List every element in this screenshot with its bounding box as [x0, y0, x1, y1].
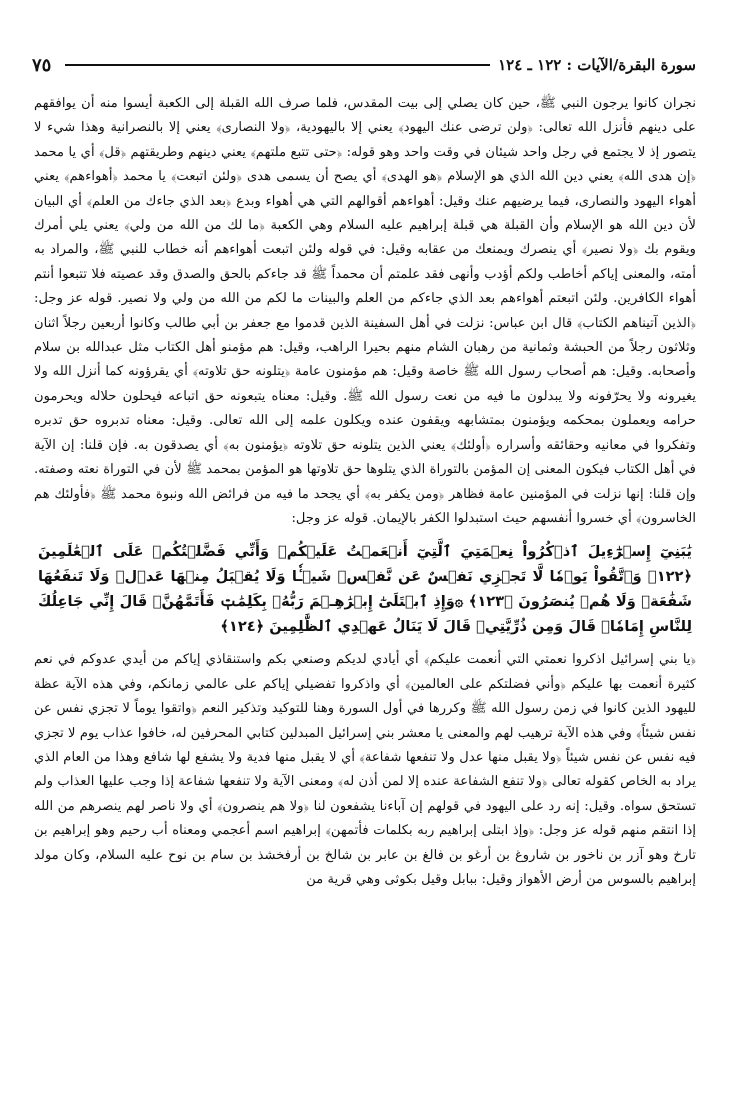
commentary-paragraph: نجران كانوا يرجون النبي ﷺ، حين كان يصلي إلى بيت المقدس، فلما صرف الله القبلة إلى الكعبة أيسوا منه أن يوافقهم على دينهم فأنزل الله تعالى: ﴿ولن ترضى عنك اليهود﴾ يعني إلا باليهودية، ﴿ولا النصارى﴾ يعني إلا بالنصرانية وهذا شيء لا يتصور إذ لا يجتمع في رجل واحد شيئان في وقت واحد وهو قوله: ﴿حتى تتبع ملتهم﴾ يعني دينهم وطريقتهم ﴿قل﴾ أي يا محمد ﴿إن هدى الله﴾ يعني دين الله الذي هو الإسلام ﴿هو الهدى﴾ أي يصح أن يسمى هدى ﴿ولئن اتبعت﴾ يا محمد ﴿أهواءهم﴾ يعني أهواء اليهود والنصارى، فيما يرضيهم عنك وقيل: أهواءهم أقوالهم التي هي أهواء وبدع ﴿بعد الذي جاءك من العلم﴾ أي البيان لأن دين الله هو الإسلام وأن القبلة هي قبلة إبراهيم عليه السلام وهي الكعبة ﴿ما لك من الله من ولي﴾ يعني يلي أمرك ويقوم بك ﴿ولا نصير﴾ أي ينصرك ويمنعك من عقابه وقيل: في قوله ولئن اتبعت أهواءهم أنه خطاب للنبي ﷺ، والمراد به أمته، والمعنى إياكم أخاطب ولكم أؤدب وأنهى فقد علمتم أن محمداً ﷺ قد جاءكم بالحق والصدق وقد عصيته فلا تتبعوا أنتم أهواء الكافرين. ولئن اتبعتم أهواءهم بعد الذي جاءكم من العلم والبينات ما لكم من الله من ولي ولا نصير. قوله عز وجل: ﴿الذين آتيناهم الكتاب﴾ قال ابن عباس: نزلت في أهل السفينة الذين قدموا مع جعفر بن أبي طالب وكانوا أربعين رجلاً اثنان وثلاثون رجلاً من الحبشة وثمانية من رهبان الشام منهم بحيرا الراهب، وقيل: هم مؤمنو أهل الكتاب مثل عبدالله بن سلام وأصحابه. وقيل: هم أصحاب رسول الله ﷺ خاصة وقيل: هم مؤمنون عامة ﴿يتلونه حق تلاوته﴾ أي يقرؤونه كما أنزل الله ولا يغيرونه ولا يحرّفونه ولا يبدلون ما فيه من نعت رسول الله ﷺ. وقيل: معناه يتبعونه حق اتباعه فيحلون حلاله ويحرمون حرامه ويعملون بمحكمه ويؤمنون بمتشابهه ويقفون عنده ويكلون علمه إلى الله تعالى. وقيل: معناه تدبروه حق تدبره وتفكروا في معانيه وحقائقه وأسراره ﴿أولئك﴾ يعني الذين يتلونه حق تلاوته ﴿يؤمنون به﴾ أي يصدقون به. فإن قلنا: إن الآية في أهل الكتاب فيكون المعنى إن المؤمن بالتوراة الذي يتلوها حق تلاوتها هو المؤمن بمحمد ﷺ لأن في التوراة نعته وصفته. وإن قلنا: إنها نزلت في المؤمنين عامة فظاهر ﴿ومن يكفر به﴾ أي يجحد ما فيه من فرائض الله ونبوة محمد ﷺ ﴿فأولئك هم الخاسرون﴾ أي خسروا أنفسهم حيث استبدلوا الكفر بالإيمان. قوله عز وجل: — [34, 96, 696, 526]
header-rule — [65, 64, 490, 66]
quran-verse-block: يَٰبَنِيٓ إِسۡرَٰٓءِيلَ ٱذۡكُرُواْ نِعۡمَتِيَ ٱلَّتِيٓ أَنۡعَمۡتُ عَلَيۡكُمۡ وَأَنِّي فَضَّلۡتُكُمۡ عَلَى ٱلۡعَٰلَمِينَ ﴿١٢٢﴾ وَٱتَّقُواْ يَوۡمٗا لَّا تَجۡزِي نَفۡسٌ عَن نَّفۡسٖ شَيۡـٔٗا وَلَا يُقۡبَلُ مِنۡهَا عَدۡلٞ وَلَا تَنفَعُهَا شَفَٰعَةٞ وَلَا هُمۡ يُنصَرُونَ ﴿١٢٣﴾ ۞وَإِذِ ٱبۡتَلَىٰٓ إِبۡرَٰهِـۧمَ رَبُّهُۥ بِكَلِمَٰتٖ فَأَتَمَّهُنَّۖ قَالَ إِنِّي جَاعِلُكَ لِلنَّاسِ إِمَامٗاۖ قَالَ وَمِن ذُرِّيَّتِيۖ قَالَ لَا يَنَالُ عَهۡدِي ٱلظَّٰلِمِينَ ﴿١٢٤﴾ — [38, 543, 692, 636]
page-number: ٧٥ — [32, 54, 52, 76]
page-body — [34, 92, 696, 892]
running-title: سورة البقرة/الآيات : ١٢٢ ـ ١٢٤ — [498, 56, 696, 74]
page-header — [32, 52, 696, 78]
commentary-paragraph: ﴿يا بني إسرائيل اذكروا نعمتي التي أنعمت عليكم﴾ أي أيادي لديكم وصنعي بكم واستنقاذي إياكم من أيدي عدوكم في نعم كثيرة أنعمت بها عليكم ﴿وأني فضلتكم على العالمين﴾ أي واذكروا تفضيلي إياكم على عالمي زمانكم، وفي هذه الآية عظة لليهود الذين كانوا في زمن رسول الله ﷺ وكررها في أول السورة وهنا للتوكيد وتذكير النعم ﴿واتقوا يوماً لا تجزي نفس عن نفس شيئاً﴾ وفي هذه الآية ترهيب لهم والمعنى يا معشر بني إسرائيل المبدلين كتابي المحرفين له، خافوا عذاب يوم لا تجزي فيه نفس عن نفس شيئاً ﴿ولا يقبل منها عدل ولا تنفعها شفاعة﴾ أي لا يقبل منها فدية ولا يشفع لها شافع وهذا من العام الذي يراد به الخاص كقوله تعالى ﴿ولا تنفع الشفاعة عنده إلا لمن أذن له﴾ ومعنى الآية ولا تنفعها شفاعة إذا وجب عليها العذاب ولم تستحق سواه. وقيل: إنه رد على اليهود في قولهم إن آباءنا يشفعون لنا ﴿ولا هم ينصرون﴾ أي ولا ناصر لهم ينصرهم من الله إذا انتقم منهم قوله عز وجل: ﴿وإذ ابتلى إبراهيم ربه بكلمات فأتمهن﴾ إبراهيم اسم أعجمي ومعناه أب رحيم وهو إبراهيم بن تارخ وهو آزر بن ناخور بن شاروغ بن أرغو بن فالغ بن عابر بن شالخ بن أرفخشذ بن سام بن نوح عليه السلام، وكان مولد إبراهيم بالسوس من أرض الأهواز وقيل: ببابل وقيل بكوثى وهي قرية من — [34, 652, 696, 887]
